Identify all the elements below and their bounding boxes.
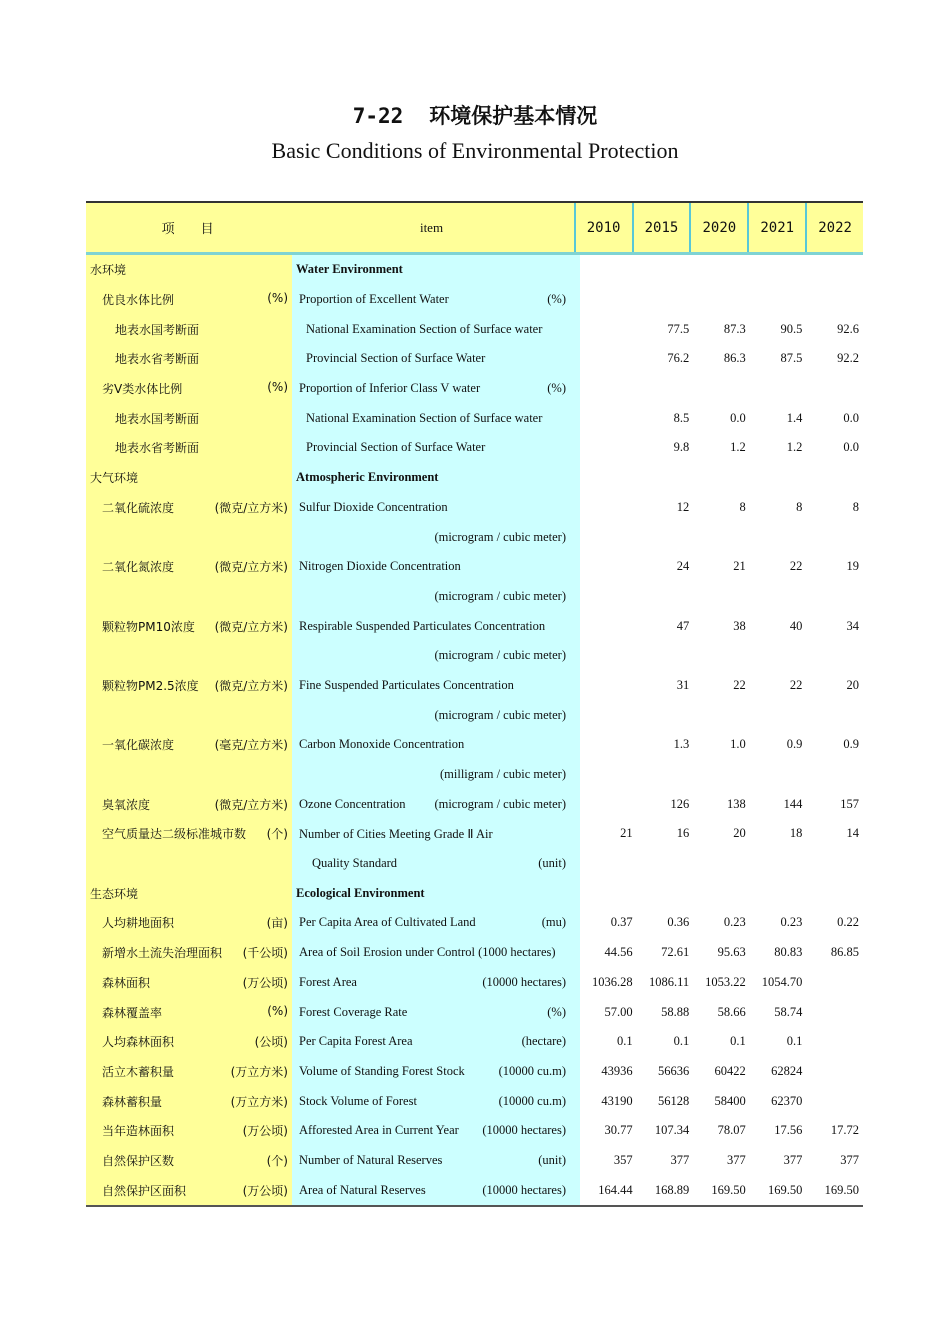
- value-cell: 377: [783, 1152, 803, 1167]
- cn-cell: [86, 825, 292, 842]
- en-label: Ecological Environment: [296, 885, 425, 900]
- en-unit: (hectare): [521, 1034, 566, 1049]
- value-cell: 169.50: [768, 1182, 803, 1197]
- cn-cell: [86, 1063, 292, 1080]
- value-cell: 47: [676, 618, 690, 633]
- value-cell: 20: [846, 677, 859, 692]
- cn-cell: [86, 677, 292, 694]
- en-label: Sulfur Dioxide Concentration: [299, 499, 448, 514]
- table-row: [86, 730, 863, 760]
- en-label: Area of Natural Reserves: [299, 1182, 426, 1197]
- cn-cell: [86, 796, 292, 813]
- table-header: [86, 203, 863, 255]
- value-cell: 8: [796, 499, 803, 514]
- value-cell: 60422: [714, 1063, 746, 1078]
- title-cn: 环境保护基本情况: [429, 104, 598, 128]
- en-label: Fine Suspended Particulates Concentration: [299, 677, 514, 692]
- en-unit: (10000 hectares): [482, 1123, 566, 1138]
- en-unit: (10000 cu.m): [498, 1063, 566, 1078]
- cn-unit: (公顷): [254, 1035, 288, 1050]
- value-cell: 377: [840, 1152, 859, 1167]
- value-cell: 38: [733, 618, 746, 633]
- cn-cell: [86, 291, 292, 308]
- value-cell: 1.3: [673, 737, 690, 752]
- value-cell: 1.0: [730, 737, 746, 752]
- value-cell: 18: [789, 826, 803, 841]
- en-cell: [292, 262, 580, 277]
- cn-label: 森林面积: [102, 975, 151, 990]
- value-cell: 77.5: [667, 321, 690, 336]
- table-row: [86, 968, 863, 998]
- table-row: [86, 1146, 863, 1176]
- en-label: Number of Cities Meeting Grade Ⅱ Air: [299, 826, 493, 841]
- value-cell: 80.83: [774, 945, 803, 960]
- en-unit: (10000 hectares): [482, 1182, 566, 1197]
- en-label: Respirable Suspended Particulates Concentration: [299, 618, 546, 633]
- en-cell: [292, 767, 580, 782]
- table-row: [86, 1175, 863, 1205]
- value-cell: 126: [670, 796, 690, 811]
- en-cell: [292, 530, 580, 545]
- en-unit: (10000 hectares): [482, 974, 566, 989]
- en-unit: (%): [547, 381, 566, 396]
- table-row: [86, 938, 863, 968]
- value-cell: 62370: [771, 1093, 803, 1108]
- cn-unit: (毫克/立方米): [214, 738, 288, 753]
- value-cell: 90.5: [780, 321, 803, 336]
- cn-cell: [86, 618, 292, 635]
- table-row: [86, 611, 863, 641]
- cn-cell: [86, 736, 292, 753]
- en-cell: [292, 619, 580, 634]
- en-cell: [292, 1094, 580, 1109]
- value-cell: 58400: [714, 1093, 746, 1108]
- cn-label: 自然保护区数: [102, 1153, 175, 1168]
- en-cell: [292, 1005, 580, 1020]
- cn-cell: [86, 1004, 292, 1021]
- value-cell: 92.6: [837, 321, 859, 336]
- data-table: [86, 201, 863, 1207]
- value-cell: 164.44: [598, 1182, 633, 1197]
- cn-cell: [86, 1122, 292, 1139]
- cn-cell: [86, 261, 292, 278]
- en-label: Volume of Standing Forest Stock: [299, 1063, 465, 1078]
- cn-unit: (万公顷): [242, 1183, 288, 1198]
- cn-label: 地表水省考断面: [115, 352, 200, 367]
- en-label: Per Capita Forest Area: [299, 1034, 413, 1049]
- cn-label: 颗粒物PM10浓度: [102, 619, 195, 634]
- value-cell: 8.5: [673, 410, 690, 425]
- bottom-rule: [86, 1205, 863, 1207]
- cn-unit: (千公顷): [242, 946, 288, 961]
- value-cell: 16: [676, 826, 690, 841]
- en-unit: (%): [547, 1004, 566, 1019]
- value-cell: 1.2: [786, 440, 803, 455]
- cn-label: 活立木蓄积量: [102, 1064, 175, 1079]
- en-cell: [292, 975, 580, 990]
- cn-cell: [86, 974, 292, 991]
- en-cell: [292, 1034, 580, 1049]
- value-cell: 19: [846, 559, 859, 574]
- header-year: 2010: [574, 203, 632, 252]
- table-row: [86, 522, 863, 552]
- en-cell: [292, 440, 580, 455]
- en-label: Provincial Section of Surface Water: [306, 440, 486, 455]
- value-cell: 168.89: [654, 1182, 690, 1197]
- en-label: Atmospheric Environment: [296, 470, 439, 485]
- cn-label: 自然保护区面积: [102, 1183, 187, 1198]
- value-cell: 0.23: [780, 915, 803, 930]
- en-cell: [292, 826, 580, 842]
- value-cell: 107.34: [654, 1123, 690, 1138]
- en-cell: [292, 1123, 580, 1138]
- table-row: [86, 344, 863, 374]
- cn-cell: [86, 321, 292, 338]
- cn-unit: (微克/立方米): [214, 797, 288, 812]
- cn-unit: (个): [266, 1153, 288, 1168]
- table-row: [86, 433, 863, 463]
- header-year: 2015: [632, 203, 690, 252]
- table-row: [86, 819, 863, 849]
- value-cell: 44.56: [604, 945, 633, 960]
- value-cell: 8: [852, 499, 859, 514]
- en-label: Ozone Concentration: [299, 796, 406, 811]
- value-cell: 21: [620, 826, 633, 841]
- en-unit: (mu): [541, 915, 566, 930]
- table-row: [86, 641, 863, 671]
- en-unit: (milligram / cubic meter): [440, 767, 566, 782]
- table-row: [86, 552, 863, 582]
- value-cell: 144: [783, 796, 803, 811]
- cn-cell: [86, 914, 292, 931]
- header-year: 2022: [805, 203, 863, 252]
- cn-unit: (%): [267, 291, 288, 306]
- cn-cell: [86, 439, 292, 456]
- header-year: 2020: [689, 203, 747, 252]
- value-cell: 92.2: [837, 351, 859, 366]
- cn-cell: [86, 1033, 292, 1050]
- value-cell: 40: [789, 618, 803, 633]
- value-cell: 1086.11: [649, 974, 690, 989]
- cn-cell: [86, 469, 292, 486]
- en-cell: [292, 351, 580, 366]
- table-row: [86, 671, 863, 701]
- value-cell: 0.1: [786, 1034, 803, 1049]
- table-number: 7-22: [352, 104, 404, 128]
- cn-label: 森林蓄积量: [102, 1094, 163, 1109]
- cn-label: 新增水土流失治理面积: [102, 946, 223, 961]
- value-cell: 12: [676, 499, 690, 514]
- cn-unit: (微克/立方米): [214, 678, 288, 693]
- en-label: Provincial Section of Surface Water: [306, 351, 486, 366]
- en-label: National Examination Section of Surface water: [306, 321, 543, 336]
- section-row: [86, 463, 863, 493]
- value-cell: 0.1: [673, 1034, 690, 1049]
- cn-cell: [86, 558, 292, 575]
- cn-label: 生态环境: [90, 886, 139, 901]
- en-cell: [292, 886, 580, 901]
- cn-label: 优良水体比例: [102, 293, 175, 308]
- value-cell: 86.85: [830, 945, 859, 960]
- table-row: [86, 285, 863, 315]
- cn-label: 地表水国考断面: [115, 411, 200, 426]
- value-cell: 0.9: [843, 737, 859, 752]
- cn-label: 空气质量达二级标准城市数: [102, 827, 247, 842]
- en-cell: [292, 559, 580, 574]
- en-cell: [292, 322, 580, 337]
- value-cell: 0.0: [843, 440, 859, 455]
- table-row: [86, 1116, 863, 1146]
- value-cell: 8: [739, 499, 746, 514]
- en-label: Carbon Monoxide Concentration: [299, 737, 465, 752]
- cn-unit: (亩): [266, 916, 288, 931]
- en-unit: (microgram / cubic meter): [434, 529, 566, 544]
- cn-label: 地表水国考断面: [115, 322, 200, 337]
- en-cell: [292, 1153, 580, 1168]
- value-cell: 58.66: [717, 1004, 746, 1019]
- cn-label: 地表水省考断面: [115, 441, 200, 456]
- value-cell: 43190: [601, 1093, 633, 1108]
- value-cell: 95.63: [717, 945, 746, 960]
- cn-label: 森林覆盖率: [102, 1005, 163, 1020]
- value-cell: 62824: [771, 1063, 803, 1078]
- en-unit: (10000 cu.m): [498, 1093, 566, 1108]
- cn-cell: [86, 350, 292, 367]
- cn-cell: [86, 1152, 292, 1169]
- en-label: Nitrogen Dioxide Concentration: [299, 559, 461, 574]
- value-cell: 377: [670, 1152, 690, 1167]
- cn-unit: (%): [267, 380, 288, 395]
- value-cell: 76.2: [667, 351, 690, 366]
- value-cell: 0.23: [723, 915, 746, 930]
- header-en: item: [419, 219, 444, 235]
- en-label: Forest Area: [299, 974, 357, 989]
- value-cell: 1054.70: [761, 974, 803, 989]
- cn-label: 人均森林面积: [102, 1035, 175, 1050]
- header-cn: 项 目: [161, 222, 214, 237]
- value-cell: 34: [846, 618, 859, 633]
- value-cell: 1036.28: [591, 974, 633, 989]
- en-cell: [292, 292, 580, 307]
- en-unit: (microgram / cubic meter): [434, 588, 566, 603]
- value-cell: 14: [846, 826, 859, 841]
- value-cell: 377: [727, 1152, 746, 1167]
- en-cell: [292, 797, 580, 812]
- value-cell: 24: [676, 559, 690, 574]
- en-cell: [292, 708, 580, 723]
- en-cell: [292, 1183, 580, 1198]
- value-cell: 0.1: [616, 1034, 633, 1049]
- value-cell: 22: [789, 559, 803, 574]
- en-cell: [292, 589, 580, 604]
- value-cell: 0.0: [843, 410, 859, 425]
- value-cell: 43936: [601, 1063, 633, 1078]
- cn-unit: (万公顷): [242, 1124, 288, 1139]
- value-cell: 31: [676, 677, 690, 692]
- value-cell: 87.5: [780, 351, 803, 366]
- en-label: Area of Soil Erosion under Control (1000 hectares): [299, 945, 556, 960]
- value-cell: 30.77: [604, 1123, 633, 1138]
- en-cell: [292, 856, 580, 871]
- table-row: [86, 760, 863, 790]
- value-cell: 86.3: [723, 351, 746, 366]
- table-row: [86, 493, 863, 523]
- table-row: [86, 997, 863, 1027]
- table-row: [86, 1057, 863, 1087]
- table-row: [86, 314, 863, 344]
- cn-label: 大气环境: [90, 471, 139, 486]
- value-cell: 0.36: [667, 915, 690, 930]
- value-cell: 169.50: [824, 1182, 859, 1197]
- en-cell: [292, 381, 580, 396]
- value-cell: 56128: [657, 1093, 690, 1108]
- value-cell: 138: [727, 796, 746, 811]
- cn-cell: [86, 1182, 292, 1199]
- header-year: 2021: [747, 203, 805, 252]
- en-label: Water Environment: [296, 262, 403, 277]
- value-cell: 21: [733, 559, 746, 574]
- en-cell: [292, 411, 580, 426]
- en-label: Per Capita Area of Cultivated Land: [299, 915, 476, 930]
- value-cell: 58.74: [774, 1004, 803, 1019]
- en-cell: [292, 945, 580, 960]
- en-unit: (microgram / cubic meter): [434, 648, 566, 663]
- en-label: Proportion of Inferior Class V water: [299, 381, 481, 396]
- cn-unit: (%): [267, 1003, 288, 1018]
- cn-label: 颗粒物PM2.5浓度: [102, 678, 199, 693]
- cn-unit: (微克/立方米): [214, 560, 288, 575]
- cn-unit: (万公顷): [242, 975, 288, 990]
- value-cell: 1053.22: [705, 974, 746, 989]
- en-label: Forest Coverage Rate: [299, 1004, 408, 1019]
- value-cell: 78.07: [717, 1123, 746, 1138]
- value-cell: 1.4: [786, 410, 803, 425]
- en-label: National Examination Section of Surface water: [306, 410, 543, 425]
- table-row: [86, 1027, 863, 1057]
- value-cell: 0.22: [837, 915, 859, 930]
- table-row: [86, 908, 863, 938]
- value-cell: 58.88: [661, 1004, 690, 1019]
- cn-cell: [86, 410, 292, 427]
- cn-unit: (微克/立方米): [214, 619, 288, 634]
- en-label: Stock Volume of Forest: [299, 1093, 417, 1108]
- table-row: [86, 374, 863, 404]
- value-cell: 72.61: [661, 945, 690, 960]
- table-body: [86, 255, 863, 1205]
- en-cell: [292, 737, 580, 752]
- en-cell: [292, 500, 580, 515]
- cn-unit: (个): [266, 827, 288, 842]
- table-row: [86, 700, 863, 730]
- table-title: [0, 100, 950, 130]
- cn-cell: [86, 380, 292, 397]
- en-cell: [292, 915, 580, 930]
- cn-label: 劣V类水体比例: [102, 382, 183, 397]
- cn-cell: [86, 499, 292, 516]
- table-row: [86, 582, 863, 612]
- cn-label: 二氧化硫浓度: [102, 500, 175, 515]
- value-cell: 87.3: [723, 321, 746, 336]
- section-row: [86, 255, 863, 285]
- cn-cell: [86, 1093, 292, 1110]
- value-cell: 22: [733, 677, 746, 692]
- table-row: [86, 789, 863, 819]
- value-cell: 17.72: [830, 1123, 859, 1138]
- value-cell: 157: [840, 796, 859, 811]
- cn-label: 当年造林面积: [102, 1124, 175, 1139]
- cn-label: 臭氧浓度: [102, 797, 151, 812]
- value-cell: 56636: [657, 1063, 690, 1078]
- en-label: Number of Natural Reserves: [299, 1152, 443, 1167]
- cn-unit: (万立方米): [230, 1094, 288, 1109]
- value-cell: 169.50: [711, 1182, 746, 1197]
- en-unit: (%): [547, 292, 566, 307]
- title-en: Basic Conditions of Environmental Protection: [271, 138, 679, 163]
- value-cell: 9.8: [673, 440, 690, 455]
- en-label: Proportion of Excellent Water: [299, 292, 449, 307]
- value-cell: 357: [613, 1152, 633, 1167]
- en-label: Afforested Area in Current Year: [299, 1123, 459, 1138]
- value-cell: 1.2: [730, 440, 746, 455]
- en-cell: [292, 1064, 580, 1079]
- en-cell: [292, 648, 580, 663]
- value-cell: 0.0: [730, 410, 746, 425]
- table-row: [86, 1086, 863, 1116]
- en-cell: [292, 470, 580, 485]
- en-label: Quality Standard: [312, 856, 398, 871]
- cn-label: 二氧化氮浓度: [102, 560, 175, 575]
- cn-label: 水环境: [90, 263, 127, 278]
- en-unit: (unit): [538, 1152, 566, 1167]
- value-cell: 0.9: [786, 737, 803, 752]
- table-row: [86, 403, 863, 433]
- value-cell: 0.37: [610, 915, 633, 930]
- en-unit: (microgram / cubic meter): [434, 796, 566, 811]
- en-cell: [292, 678, 580, 693]
- cn-cell: [86, 885, 292, 902]
- cn-unit: (微克/立方米): [214, 500, 288, 515]
- en-unit: (microgram / cubic meter): [434, 707, 566, 722]
- en-unit: (unit): [538, 856, 566, 871]
- table-row: [86, 849, 863, 879]
- value-cell: 0.1: [730, 1034, 746, 1049]
- cn-label: 一氧化碳浓度: [102, 738, 175, 753]
- value-cell: 57.00: [604, 1004, 633, 1019]
- value-cell: 20: [733, 826, 746, 841]
- value-cell: 17.56: [774, 1123, 803, 1138]
- value-cell: 22: [789, 677, 803, 692]
- cn-cell: [86, 944, 292, 961]
- cn-unit: (万立方米): [230, 1064, 288, 1079]
- section-row: [86, 878, 863, 908]
- cn-label: 人均耕地面积: [102, 916, 175, 931]
